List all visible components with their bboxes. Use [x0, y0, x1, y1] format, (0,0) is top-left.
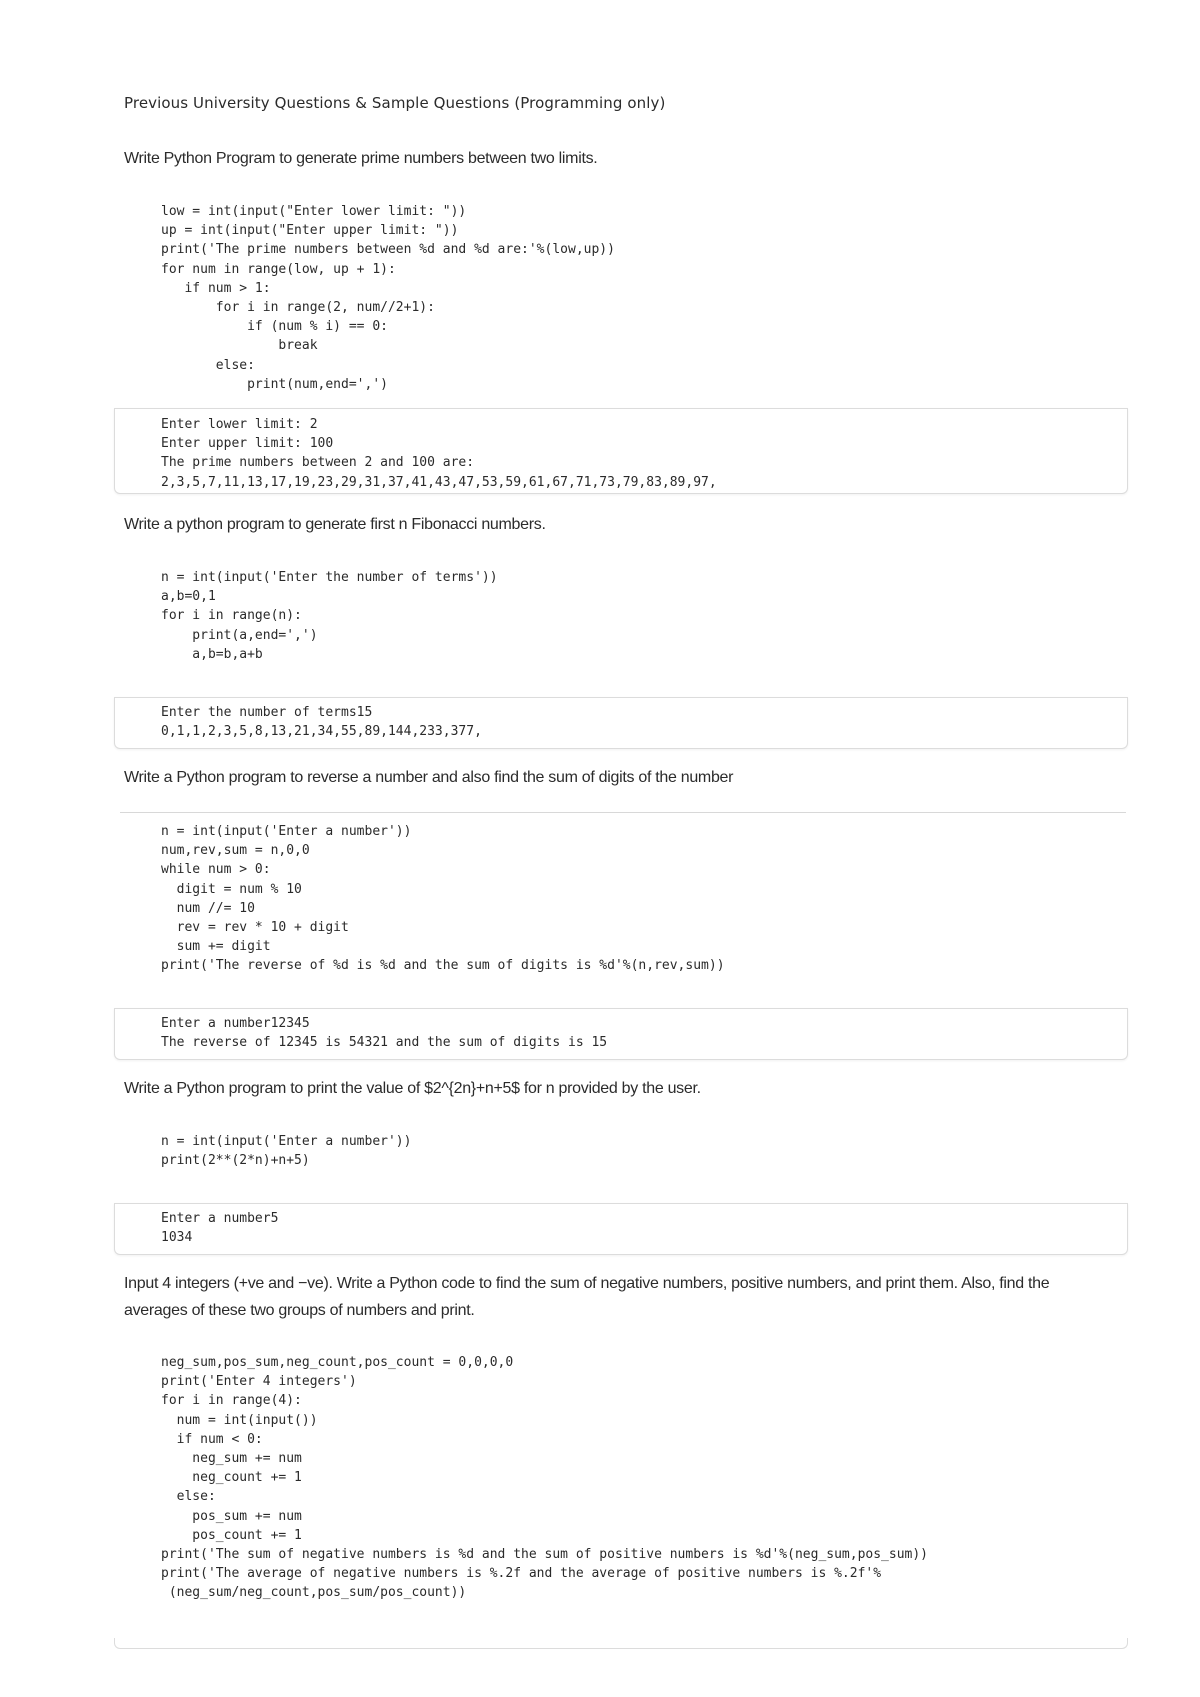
output-box-reverse — [114, 1008, 1128, 1060]
question-reverse: Write a Python program to reverse a number and also find the sum of digits of the number — [124, 769, 734, 786]
output-box-fibonacci — [114, 697, 1128, 749]
output-text-fibonacci: Enter the number of terms15 0,1,1,2,3,5,8,13,21,34,55,89,144,233,377, — [161, 705, 482, 740]
code-block-sum-averages: neg_sum,pos_sum,neg_count,pos_count = 0,0,0,0 print('Enter 4 integers') for i in range(4): num = int(input()) if num < 0: neg_sum += num neg_count += 1 else: pos_sum += num pos_count += 1 print('The sum of negative numbers is %d and the sum of positive numbers is %d'%(neg_sum,pos_sum)) print('The average of negative numbers is %.2f and the average of positive numbers is %.2f'% (neg_sum/neg_count,pos_sum/pos_count)) — [161, 1355, 929, 1601]
divider — [120, 812, 1126, 813]
question-fibonacci: Write a python program to generate first n Fibonacci numbers. — [124, 516, 546, 533]
code-block-fibonacci: n = int(input('Enter the number of terms')) a,b=0,1 for i in range(n): print(a,end=',') a,b=b,a+b — [161, 570, 498, 662]
code-block-reverse: n = int(input('Enter a number')) num,rev,sum = n,0,0 while num > 0: digit = num % 10 num //= 10 rev = rev * 10 + digit sum += digit print('The reverse of %d is %d and the sum of digits is %d'%(n,rev,sum)) — [161, 824, 725, 974]
question-sum-averages: Input 4 integers (+ve and −ve). Write a Python code to find the sum of negative numbers, positive numbers, and print them. Also, find the averages of these two groups of numbers and print. — [124, 1275, 1050, 1319]
code-block-prime: low = int(input("Enter lower limit: ")) up = int(input("Enter upper limit: ")) print('The prime numbers between %d and %d are:'%(low,up)) for num in range(low, up + 1): if num > 1: for i in range(2, num//2+1): if (num % i) == 0: break else: print(num,end=',') — [161, 204, 615, 392]
output-text-reverse: Enter a number12345 The reverse of 12345 is 54321 and the sum of digits is 15 — [161, 1016, 608, 1051]
page-heading: Previous University Questions & Sample Questions (Programming only) — [124, 94, 666, 112]
question-prime: Write Python Program to generate prime numbers between two limits. — [124, 150, 598, 167]
output-box-sum-averages — [114, 1638, 1128, 1649]
output-text-prime: Enter lower limit: 2 Enter upper limit: 100 The prime numbers between 2 and 100 are: 2,3,5,7,11,13,17,19,23,29,31,37,41,43,47,53,59,61,67,71,73,79,83,89,97, — [161, 417, 717, 490]
output-box-prime — [114, 408, 1128, 494]
code-block-power: n = int(input('Enter a number')) print(2**(2*n)+n+5) — [161, 1134, 412, 1169]
output-box-power — [114, 1203, 1128, 1255]
output-text-power: Enter a number5 1034 — [161, 1211, 279, 1246]
question-power: Write a Python program to print the value of $2^{2n}+n+5$ for n provided by the user. — [124, 1080, 701, 1097]
